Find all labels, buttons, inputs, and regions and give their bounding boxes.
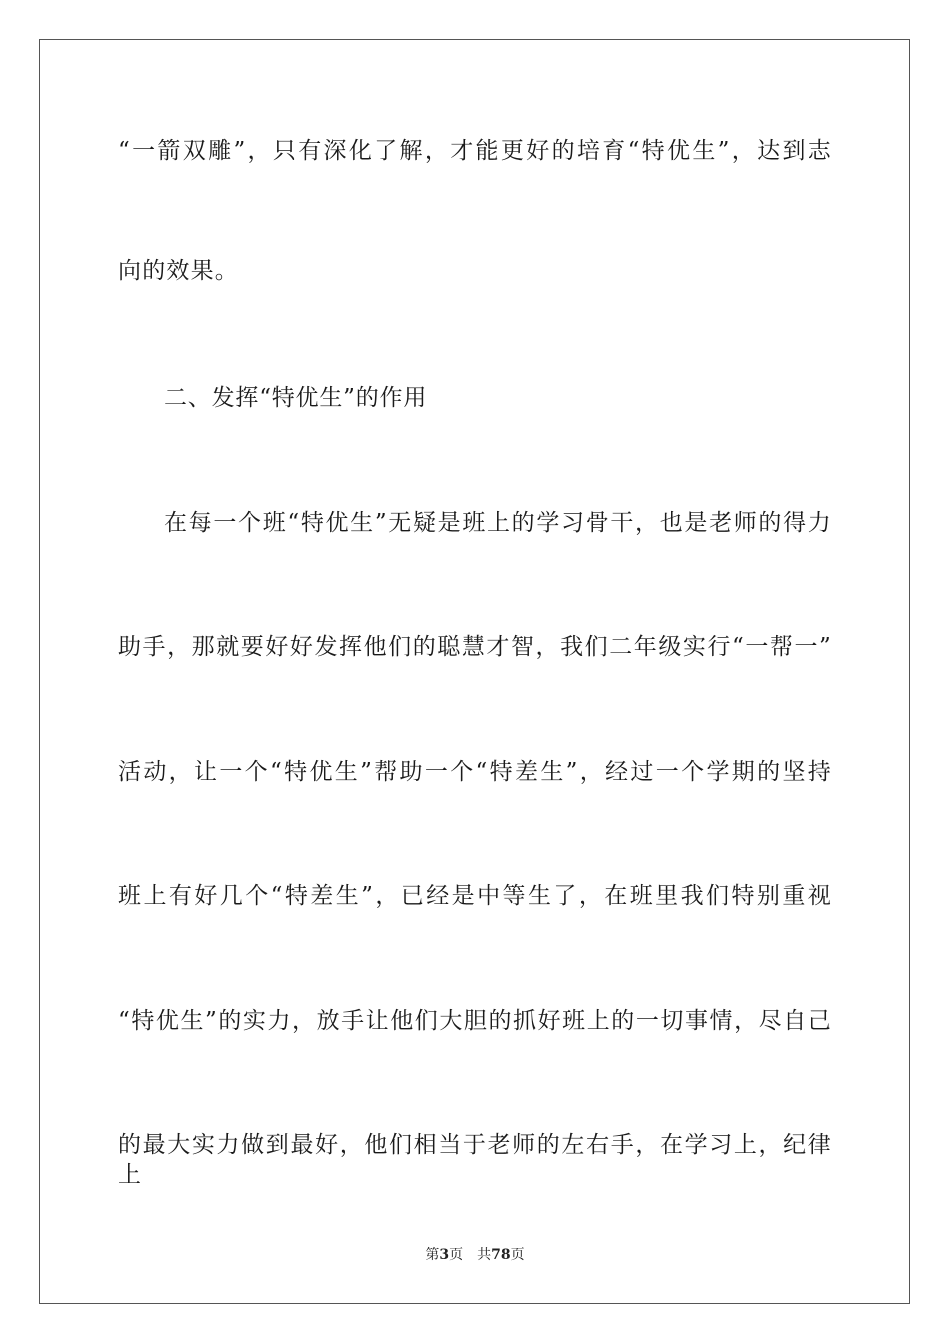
page-border (39, 39, 910, 1304)
text-line-2: 向的效果。 (118, 258, 239, 284)
page-suffix: 页 (449, 1247, 464, 1263)
text-line-6: 活动，让一个“特优生”帮助一个“特差生”，经过一个学期的坚持 (118, 759, 832, 785)
text-line-5: 助手，那就要好好发挥他们的聪慧才智，我们二年级实行“一帮一” (118, 634, 832, 660)
text-line-4: 在每一个班“特优生”无疑是班上的学习骨干，也是老师的得力 (164, 510, 832, 536)
text-line-1: “一箭双雕”，只有深化了解，才能更好的培育“特优生”，达到志 (118, 138, 832, 164)
text-line-8: “特优生”的实力，放手让他们大胆的抓好班上的一切事情，尽自己 (118, 1008, 832, 1034)
page-footer (0, 1246, 950, 1264)
text-line-7: 班上有好几个“特差生”，已经是中等生了，在班里我们特别重视 (118, 883, 832, 909)
page-prefix: 第 (425, 1247, 440, 1263)
total-prefix: 共 (477, 1247, 492, 1263)
total-suffix: 页 (510, 1247, 525, 1263)
total-pages: 78 (491, 1247, 511, 1263)
section-heading: 二、发挥“特优生”的作用 (164, 385, 428, 411)
text-line-9: 的最大实力做到最好，他们相当于老师的左右手，在学习上，纪律上 (118, 1132, 832, 1188)
page-number: 3 (439, 1247, 450, 1263)
